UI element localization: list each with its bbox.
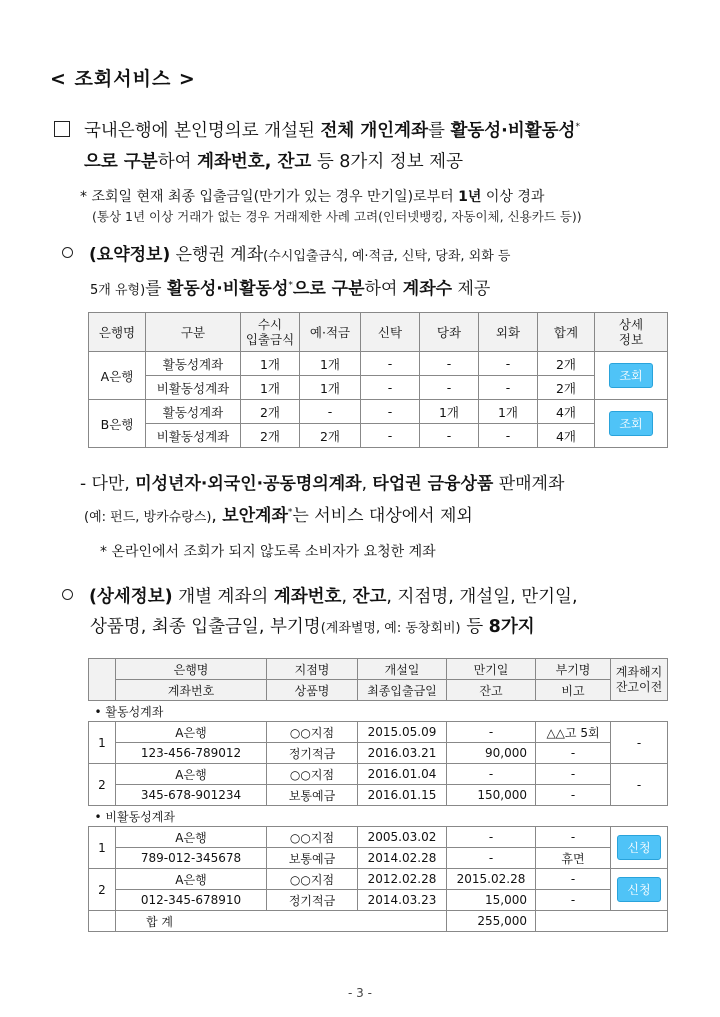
circle-bullet-icon	[62, 589, 73, 600]
text: 등 8가지 정보 제공	[311, 151, 463, 172]
text: 하여	[364, 278, 403, 299]
cell: -	[447, 722, 536, 743]
cell: ○○지점	[267, 722, 358, 743]
cell: A은행	[116, 869, 267, 890]
detail-info-paragraph	[62, 582, 674, 644]
inquiry-button[interactable]: 조회	[609, 363, 652, 388]
text: 를	[427, 120, 451, 141]
text: , 지점명, 개설일, 만기일,	[386, 587, 578, 607]
header-cell: 수시 입출금식	[241, 313, 300, 352]
footnote-secure-account: * 온라인에서 조회가 되지 않도록 소비자가 요청한 계좌	[100, 544, 436, 560]
emphasis: 1년	[458, 189, 482, 205]
summary-info-paragraph	[62, 241, 674, 305]
header-cell: 구분	[146, 313, 241, 352]
exclusion-paragraph	[80, 470, 680, 532]
cell: 789-012-345678	[116, 848, 267, 869]
text: ,	[211, 505, 223, 526]
header-cell: 합계	[538, 313, 595, 352]
section-label-inactive: • 비활동성계좌	[89, 806, 668, 827]
text: (예: 펀드, 방카슈랑스)	[84, 509, 212, 525]
cell: -	[420, 352, 479, 376]
cell: ○○지점	[267, 764, 358, 785]
cell: 2014.02.28	[358, 848, 447, 869]
apply-button[interactable]: 신청	[617, 835, 660, 860]
text: - 다만,	[80, 474, 136, 494]
emphasis: 미성년자·외국인·공동명의계좌	[135, 474, 362, 494]
cell: -	[361, 424, 420, 448]
emphasis: 전체 개인계좌	[320, 120, 428, 141]
table-row	[89, 848, 668, 869]
cell: 2개	[538, 376, 595, 400]
section-heading: < 조회서비스 >	[50, 68, 196, 90]
page-number: - 3 -	[348, 986, 372, 1000]
checkbox-bullet-icon	[54, 121, 70, 137]
table-row	[89, 400, 668, 424]
summary-table	[88, 312, 668, 448]
detail-cell	[595, 352, 668, 400]
header-cell	[89, 659, 116, 701]
text: ,	[361, 474, 373, 494]
table-row	[89, 764, 668, 785]
action-cell	[611, 827, 668, 869]
cell: 4개	[538, 400, 595, 424]
emphasis: 계좌번호	[273, 587, 342, 607]
cell: -	[536, 827, 611, 848]
emphasis: 계좌수	[402, 278, 453, 299]
cell: 2015.05.09	[358, 722, 447, 743]
header-cell: 외화	[479, 313, 538, 352]
cell: A은행	[116, 722, 267, 743]
text: ,	[341, 587, 353, 607]
header-cell: 상세 정보	[595, 313, 668, 352]
cell: 15,000	[447, 890, 536, 911]
cell: -	[611, 764, 668, 806]
emphasis: 으로 구분	[84, 151, 158, 172]
detail-cell	[595, 400, 668, 448]
cell: ○○지점	[267, 827, 358, 848]
cell: 정기적금	[267, 890, 358, 911]
header-cell: 잔고	[447, 680, 536, 701]
cell: -	[536, 743, 611, 764]
emphasis: (상세정보)	[89, 587, 173, 607]
table-row	[89, 722, 668, 743]
table-row	[89, 376, 668, 400]
cell	[536, 911, 668, 932]
table-row	[89, 890, 668, 911]
emphasis: 으로 구분	[292, 278, 365, 299]
header-cell: 예·적금	[300, 313, 361, 352]
circle-bullet-icon	[62, 247, 73, 258]
cell: 활동성계좌	[146, 352, 241, 376]
header-cell: 부기명	[536, 659, 611, 680]
emphasis: 활동성·비활동성	[166, 278, 289, 299]
cell: 2012.02.28	[358, 869, 447, 890]
emphasis: (요약정보)	[89, 245, 171, 265]
cell: 2016.01.15	[358, 785, 447, 806]
header-cell: 당좌	[420, 313, 479, 352]
total-row	[89, 911, 668, 932]
cell: 4개	[538, 424, 595, 448]
table-row	[89, 743, 668, 764]
header-cell: 신탁	[361, 313, 420, 352]
emphasis: 타업권 금융상품	[372, 474, 494, 494]
cell: 2개	[300, 424, 361, 448]
header-cell: 비고	[536, 680, 611, 701]
header-cell: 계좌해지 잔고이전	[611, 659, 668, 701]
cell: 비활동성계좌	[146, 424, 241, 448]
header-cell: 개설일	[358, 659, 447, 680]
header-cell: 최종입출금일	[358, 680, 447, 701]
table-row	[89, 785, 668, 806]
cell: 1개	[420, 400, 479, 424]
cell: 1개	[479, 400, 538, 424]
cell: A은행	[116, 827, 267, 848]
cell: 012-345-678910	[116, 890, 267, 911]
cell: 345-678-901234	[116, 785, 267, 806]
detail-table	[88, 658, 668, 932]
cell: 2개	[538, 352, 595, 376]
cell: -	[536, 890, 611, 911]
footnote-inactive-definition	[80, 188, 582, 226]
header-cell: 지점명	[267, 659, 358, 680]
footnote-mark: *	[288, 280, 293, 290]
text: 은행권 계좌	[170, 245, 264, 265]
table-row	[89, 352, 668, 376]
emphasis: 8가지	[488, 617, 535, 637]
footnote-mark: *	[575, 122, 580, 132]
cell: 정기적금	[267, 743, 358, 764]
cell: 90,000	[447, 743, 536, 764]
section-row	[89, 701, 668, 722]
row-number: 2	[89, 869, 116, 911]
table-row	[89, 424, 668, 448]
cell: -	[611, 722, 668, 764]
cell: 휴면	[536, 848, 611, 869]
row-number: 1	[89, 827, 116, 869]
text: * 조회일 현재 최종 입출금일(만기가 있는 경우 만기일)로부터	[80, 189, 459, 205]
text: 하여	[157, 151, 198, 172]
text: 국내은행에 본인명의로 개설된	[84, 120, 321, 141]
header-cell: 은행명	[116, 659, 267, 680]
section-label-active: • 활동성계좌	[89, 701, 668, 722]
summary-table-header	[89, 313, 668, 352]
text: 는 서비스 대상에서 제외	[292, 505, 473, 526]
inquiry-button[interactable]: 조회	[609, 411, 652, 436]
emphasis: 잔고	[352, 587, 387, 607]
cell: -	[361, 400, 420, 424]
cell: -	[447, 848, 536, 869]
cell: 보통예금	[267, 848, 358, 869]
row-number: 1	[89, 722, 116, 764]
section-row	[89, 806, 668, 827]
cell: △△고 5회	[536, 722, 611, 743]
cell: -	[447, 764, 536, 785]
cell: 활동성계좌	[146, 400, 241, 424]
cell: -	[479, 352, 538, 376]
cell: -	[447, 827, 536, 848]
table-row	[89, 869, 668, 890]
cell: 2005.03.02	[358, 827, 447, 848]
cell: 1개	[241, 352, 300, 376]
cell: -	[536, 785, 611, 806]
text: (계좌별명, 예: 동창회비)	[320, 621, 461, 636]
cell: -	[420, 424, 479, 448]
cell: 2개	[241, 400, 300, 424]
header-cell: 만기일	[447, 659, 536, 680]
table-row	[89, 827, 668, 848]
text: 상품명, 최종 입출금일, 부기명	[90, 617, 321, 637]
text: 5개 유형)	[90, 282, 146, 298]
header-cell: 상품명	[267, 680, 358, 701]
cell: -	[479, 376, 538, 400]
bank-name: A은행	[89, 352, 146, 400]
cell: A은행	[116, 764, 267, 785]
emphasis: 계좌번호, 잔고	[197, 151, 312, 172]
cell: -	[420, 376, 479, 400]
action-cell	[611, 869, 668, 911]
bullet-service-description	[54, 112, 684, 178]
cell: -	[361, 352, 420, 376]
detail-table-header	[89, 659, 668, 680]
text: 제공	[452, 278, 491, 299]
text: 등	[460, 617, 489, 637]
text: 개별 계좌의	[172, 587, 274, 607]
bank-name: B은행	[89, 400, 146, 448]
cell: -	[479, 424, 538, 448]
text: 판매계좌	[493, 474, 565, 494]
total-label: 합 계	[116, 911, 447, 932]
cell: 150,000	[447, 785, 536, 806]
apply-button[interactable]: 신청	[617, 877, 660, 902]
emphasis: 보안계좌	[222, 505, 288, 526]
cell: 2016.01.04	[358, 764, 447, 785]
text: (수시입출금식, 예·적금, 신탁, 당좌, 외화 등	[263, 249, 511, 264]
text: 이상 경과	[481, 189, 545, 205]
total-value: 255,000	[447, 911, 536, 932]
cell: 1개	[241, 376, 300, 400]
header-cell: 계좌번호	[116, 680, 267, 701]
cell: 비활동성계좌	[146, 376, 241, 400]
cell: 123-456-789012	[116, 743, 267, 764]
cell	[89, 911, 116, 932]
detail-table-header	[89, 680, 668, 701]
row-number: 2	[89, 764, 116, 806]
emphasis: 활동성·비활동성	[450, 120, 576, 141]
cell: ○○지점	[267, 869, 358, 890]
cell: 2015.02.28	[447, 869, 536, 890]
cell: -	[300, 400, 361, 424]
cell: 1개	[300, 352, 361, 376]
cell: -	[361, 376, 420, 400]
cell: -	[536, 869, 611, 890]
cell: 1개	[300, 376, 361, 400]
cell: 2개	[241, 424, 300, 448]
cell: 2016.03.21	[358, 743, 447, 764]
cell: 보통예금	[267, 785, 358, 806]
cell: -	[536, 764, 611, 785]
footnote-sub: (통상 1년 이상 거래가 없는 경우 거래제한 사례 고려(인터넷뱅킹, 자동이체, 신용카드 등))	[92, 209, 582, 224]
header-cell: 은행명	[89, 313, 146, 352]
text: 를	[145, 278, 167, 299]
footnote-mark: *	[287, 507, 293, 517]
cell: 2014.03.23	[358, 890, 447, 911]
